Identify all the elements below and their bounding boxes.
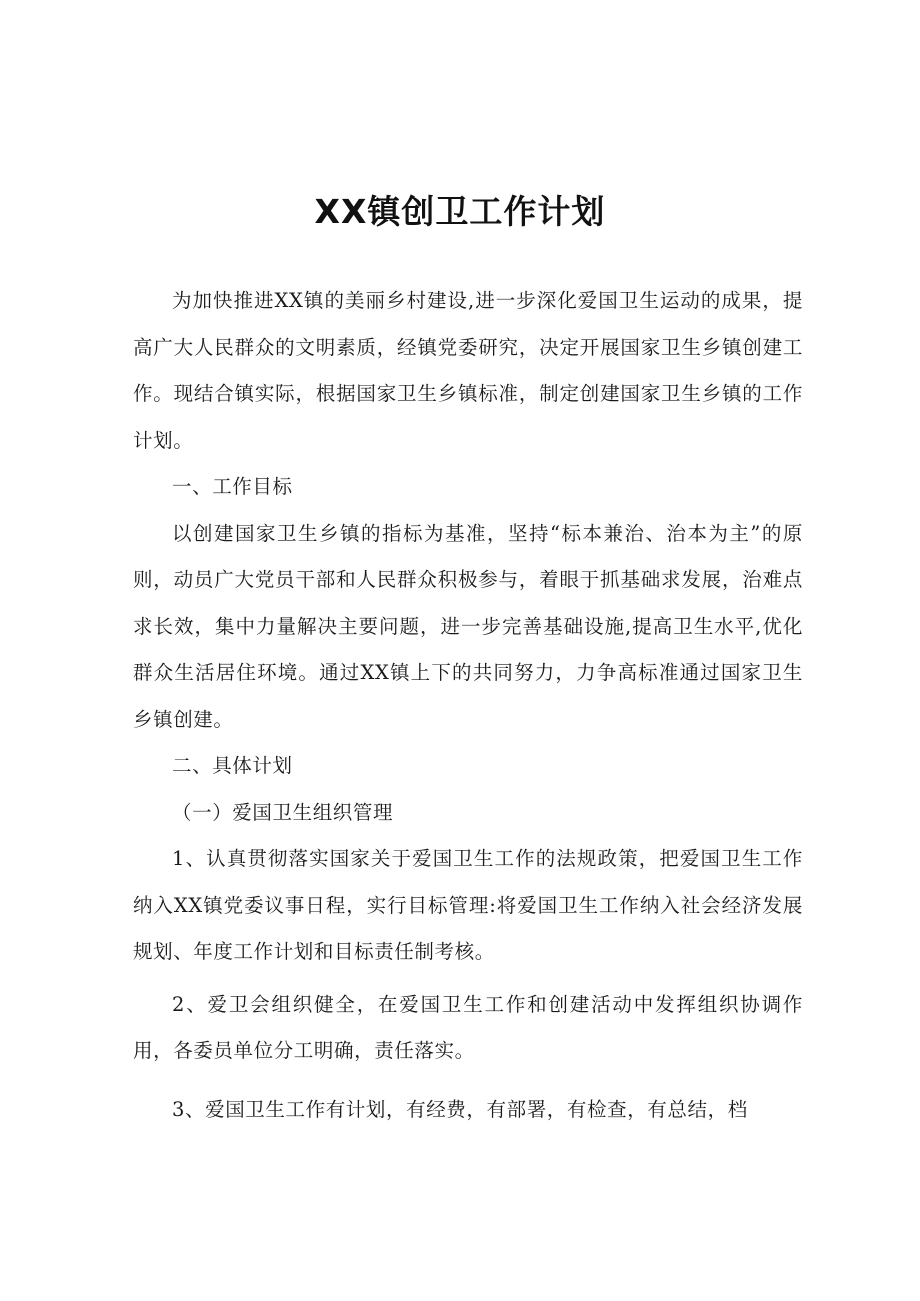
plan-item-3: 3、爱国卫生工作有计划，有经费，有部署，有检查，有总结，档: [172, 1097, 748, 1121]
section-heading-goals: 一、工作目标: [172, 475, 293, 498]
subsection-heading-organization: （一）爱国卫生组织管理: [172, 800, 394, 824]
intro-paragraph: 为加快推进XX镇的美丽乡村建设,进一步深化爱国卫生运动的成果，提高广大人民群众的文明素质，经镇党委研究，决定开展国家卫生乡镇创建工作。现结合镇实际，根据国家卫生乡镇标准，制定创建国家卫生乡镇的工作计划。: [133, 289, 803, 452]
plan-item-2: 2、爱卫会组织健全，在爱国卫生工作和创建活动中发挥组织协调作用，各委员单位分工明确，责任落实。: [133, 992, 803, 1062]
section-heading-plan: 二、具体计划: [172, 754, 293, 777]
document-body: [133, 278, 803, 1133]
plan-item-1: 1、认真贯彻落实国家关于爱国卫生工作的法规政策，把爱国卫生工作纳入XX镇党委议事日程，实行目标管理:将爱国卫生工作纳入社会经济发展规划、年度工作计划和目标责任制考核。: [133, 847, 803, 963]
document-title: XX镇创卫工作计划: [314, 192, 606, 231]
goals-paragraph: 以创建国家卫生乡镇的指标为基准，坚持“标本兼治、治本为主”的原则，动员广大党员干部和人民群众积极参与，着眼于抓基础求发展，治难点求长效，集中力量解决主要问题，进一步完善基础设施,提高卫生水平,优化群众生活居住环境。通过XX镇上下的共同努力，力争高标准通过国家卫生乡镇创建。: [133, 521, 803, 731]
